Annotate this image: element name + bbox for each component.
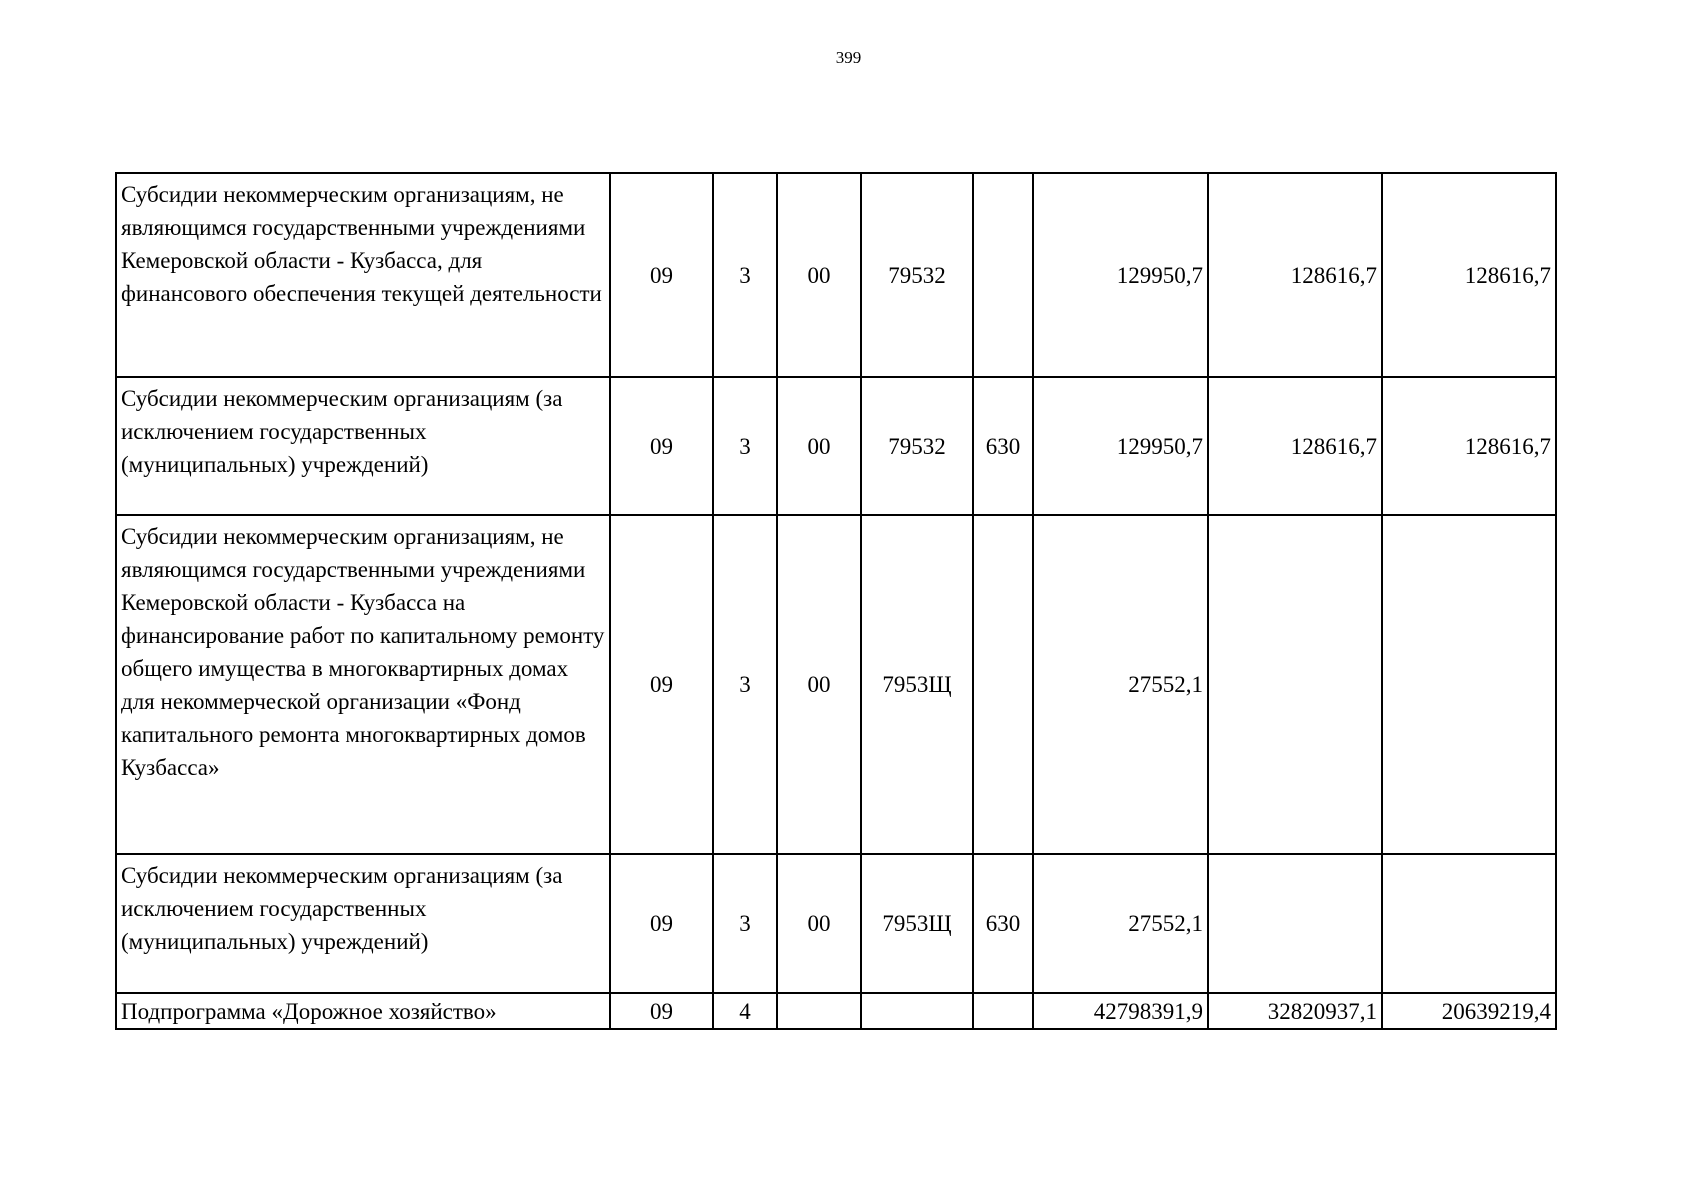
section-code-cell: 09 [610,515,713,854]
amount-year3-cell: 128616,7 [1382,173,1556,377]
expense-type-cell [973,173,1033,377]
amount-year3-cell [1382,854,1556,993]
page-number: 399 [835,48,862,67]
subprogram-code-cell: 3 [713,854,777,993]
section-code-cell: 09 [610,173,713,377]
section-code-cell: 09 [610,377,713,515]
target-article-cell [861,993,973,1029]
expense-type-cell [973,993,1033,1029]
target-article-cell: 7953Щ [861,854,973,993]
subprogram-code-cell: 3 [713,173,777,377]
row-name-cell: Субсидии некоммерческим организациям (за исключением государственных (муниципальных) учреждений) [116,377,610,515]
subprogram-code-cell: 3 [713,515,777,854]
budget-table [115,172,1557,1030]
subprogram-code-cell: 4 [713,993,777,1029]
direction-code-cell [777,993,861,1029]
amount-year2-cell: 128616,7 [1208,377,1382,515]
amount-year3-cell: 128616,7 [1382,377,1556,515]
target-article-cell: 7953Щ [861,515,973,854]
row-name-cell: Субсидии некоммерческим организациям (за исключением государственных (муниципальных) учреждений) [116,854,610,993]
amount-year1-cell: 27552,1 [1033,515,1208,854]
direction-code-cell: 00 [777,854,861,993]
direction-code-cell: 00 [777,515,861,854]
amount-year1-cell: 42798391,9 [1033,993,1208,1029]
expense-type-cell: 630 [973,377,1033,515]
amount-year3-cell: 20639219,4 [1382,993,1556,1029]
row-name-cell: Подпрограмма «Дорожное хозяйство» [116,993,610,1029]
amount-year2-cell: 32820937,1 [1208,993,1382,1029]
amount-year1-cell: 27552,1 [1033,854,1208,993]
amount-year2-cell [1208,515,1382,854]
direction-code-cell: 00 [777,377,861,515]
target-article-cell: 79532 [861,173,973,377]
expense-type-cell [973,515,1033,854]
amount-year1-cell: 129950,7 [1033,377,1208,515]
row-name-cell: Субсидии некоммерческим организациям, не являющимся государственными учреждениями Кемеровской области - Кузбасса, для финансового обеспечения текущей деятельности [116,173,610,377]
section-code-cell: 09 [610,854,713,993]
table-row [116,515,1556,854]
section-code-cell: 09 [610,993,713,1029]
table-row [116,993,1556,1029]
row-name-cell: Субсидии некоммерческим организациям, не являющимся государственными учреждениями Кемеровской области - Кузбасса на финансирование работ по капитальному ремонту общего имущества в многоквартирных домах для некоммерческой организации «Фонд капитального ремонта многоквартирных домов Кузбасса» [116,515,610,854]
subprogram-code-cell: 3 [713,377,777,515]
expense-type-cell: 630 [973,854,1033,993]
target-article-cell: 79532 [861,377,973,515]
direction-code-cell: 00 [777,173,861,377]
amount-year2-cell [1208,854,1382,993]
table-row [116,173,1556,377]
amount-year1-cell: 129950,7 [1033,173,1208,377]
amount-year2-cell: 128616,7 [1208,173,1382,377]
table-row [116,377,1556,515]
amount-year3-cell [1382,515,1556,854]
table-row [116,854,1556,993]
